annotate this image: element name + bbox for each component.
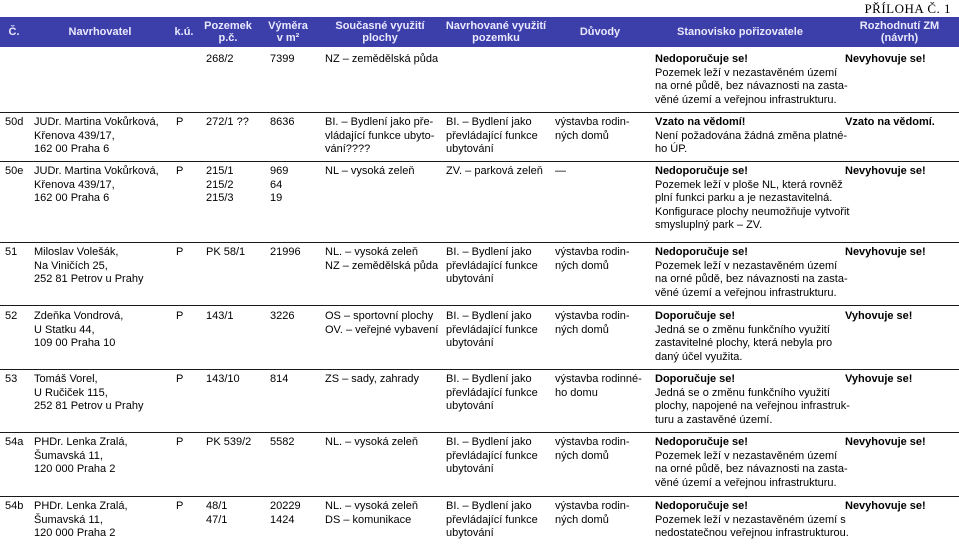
proposed-use	[446, 373, 538, 414]
proposed-use-line: BI. – Bydlení jako	[446, 436, 532, 448]
col-header-reasons: Důvody	[579, 26, 621, 38]
parcel-area-line: 21996	[270, 246, 301, 258]
reasons	[555, 436, 630, 463]
row-number: 54a	[5, 436, 24, 448]
applicant	[34, 500, 128, 541]
reasons	[555, 165, 566, 179]
current-use-line: NL. – vysoká zeleň	[325, 500, 418, 512]
parcel-number-line: 272/1 ??	[206, 116, 249, 128]
parcel-number	[206, 373, 240, 387]
proposed-use	[446, 500, 538, 541]
current-use	[325, 53, 438, 67]
row-divider	[0, 305, 959, 306]
parcel-area	[270, 500, 301, 527]
applicant-line: U Statku 44,	[34, 323, 95, 336]
proposed-use	[446, 165, 543, 179]
opinion	[655, 310, 832, 364]
proposed-use-line: BI. – Bydlení jako	[446, 246, 532, 258]
applicant-line: 162 00 Praha 6	[34, 143, 110, 156]
opinion-text-line: věné území a veřejnou infrastrukturu.	[655, 286, 837, 299]
current-use-line: NZ – zemědělská půda	[325, 259, 439, 272]
proposed-use	[446, 246, 538, 287]
row-number: 50e	[5, 165, 24, 177]
opinion-verdict: Nedoporučuje se!	[655, 436, 748, 448]
proposed-use-line: převládající funkce	[446, 129, 538, 142]
reasons-line: výstavba rodin-	[555, 116, 630, 128]
parcel-number	[206, 310, 234, 324]
decision: Nevyhovuje se!	[845, 165, 926, 177]
applicant-line: Křenova 439/17,	[34, 129, 115, 142]
parcel-number-line: PK 539/2	[206, 436, 252, 448]
opinion	[655, 436, 848, 490]
annex-title: PŘÍLOHA Č. 1	[864, 1, 951, 16]
applicant	[34, 373, 143, 414]
parcel-number	[206, 165, 234, 206]
applicant-line: 162 00 Praha 6	[34, 192, 110, 205]
reasons-line: ných domů	[555, 513, 609, 526]
parcel-area-line: 19	[270, 192, 283, 205]
applicant-line: 109 00 Praha 10	[34, 337, 116, 350]
cadastral-area: P	[176, 500, 184, 512]
opinion	[655, 373, 850, 427]
parcel-area-line: 64	[270, 178, 283, 191]
proposed-use-line: převládající funkce	[446, 323, 538, 336]
current-use-line: BI. – Bydlení jako pře-	[325, 116, 434, 128]
parcel-area	[270, 373, 288, 387]
opinion-text-line: plochy, napojené na veřejnou infrastruk-	[655, 400, 850, 413]
applicant	[34, 116, 159, 157]
applicant-line: Šumavská 11,	[34, 449, 103, 462]
parcel-number	[206, 246, 245, 260]
cadastral-area: P	[176, 373, 184, 385]
row-number: 52	[5, 310, 18, 322]
applicant-line: Tomáš Vorel,	[34, 373, 98, 385]
applicant	[34, 165, 159, 206]
opinion-text-line: Jedná se o změnu funkčního využití	[655, 323, 830, 336]
current-use	[325, 165, 414, 179]
parcel-area-line: 5582	[270, 436, 295, 448]
proposed-use-line: převládající funkce	[446, 386, 538, 399]
opinion-verdict: Vzato na vědomí!	[655, 116, 746, 128]
parcel-number-line: 215/2	[206, 178, 234, 191]
applicant	[34, 436, 128, 477]
current-use-line: NZ – zemědělská půda	[325, 53, 439, 65]
row-divider	[0, 369, 959, 370]
opinion-text-line: turu a zastavěné území.	[655, 413, 773, 426]
reasons	[555, 116, 630, 143]
decision: Nevyhovuje se!	[845, 53, 926, 65]
applicant-line: JUDr. Martina Vokůrková,	[34, 165, 159, 177]
row-divider	[0, 496, 959, 497]
opinion-verdict: Nedoporučuje se!	[655, 500, 748, 512]
proposed-use	[446, 116, 538, 157]
parcel-area	[270, 53, 294, 67]
current-use-line: OS – sportovní plochy	[325, 310, 434, 322]
col-header-opinion: Stanovisko pořizovatele	[677, 26, 803, 38]
row-divider	[0, 161, 959, 162]
opinion-text-line: věné území a veřejnou infrastrukturu.	[655, 93, 837, 106]
cadastral-area: P	[176, 116, 184, 128]
decision: Vzato na vědomí.	[845, 116, 935, 128]
row-number: 53	[5, 373, 18, 385]
opinion-verdict: Doporučuje se!	[655, 310, 736, 322]
current-use-line: vání????	[325, 143, 371, 156]
proposed-use-line: ubytování	[446, 143, 494, 156]
opinion-text-line: na orné půdě, bez návaznosti na zasta-	[655, 80, 848, 93]
current-use-line: DS – komunikace	[325, 513, 412, 526]
row-number: 51	[5, 246, 18, 258]
proposed-use-line: BI. – Bydlení jako	[446, 373, 532, 385]
opinion-text-line: Pozemek leží v nezastavěném území	[655, 449, 838, 462]
decision: Vyhovuje se!	[845, 373, 913, 385]
applicant-line: Na Viničích 25,	[34, 259, 108, 272]
parcel-number	[206, 436, 251, 450]
reasons-line: ných domů	[555, 129, 609, 142]
applicant-line: 252 81 Petrov u Prahy	[34, 400, 144, 413]
reasons-line: ných domů	[555, 323, 609, 336]
current-use-line: OV. – veřejné vybavení	[325, 323, 439, 336]
opinion-text-line: ho ÚP.	[655, 143, 688, 156]
row-number: 54b	[5, 500, 24, 512]
opinion-text-line: věné území a veřejnou infrastrukturu.	[655, 476, 837, 489]
current-use	[325, 500, 418, 527]
applicant-line: PHDr. Lenka Zralá,	[34, 500, 128, 512]
opinion-text-line: Pozemek leží v nezastavěném území	[655, 66, 838, 79]
cadastral-area: P	[176, 246, 184, 258]
current-use	[325, 310, 438, 337]
reasons	[555, 373, 642, 400]
table-header	[0, 17, 959, 47]
current-use	[325, 436, 418, 450]
opinion-text-line: na orné půdě, bez návaznosti na zasta-	[655, 273, 848, 286]
row-divider	[0, 112, 959, 113]
parcel-number-line: 47/1	[206, 513, 228, 526]
parcel-number-line: 143/1	[206, 310, 234, 322]
applicant-line: U Ručiček 115,	[34, 386, 108, 399]
opinion-verdict: Nedoporučuje se!	[655, 165, 748, 177]
opinion-verdict: Nedoporučuje se!	[655, 246, 748, 258]
proposed-use-line: převládající funkce	[446, 259, 538, 272]
reasons-line: výstavba rodin-	[555, 310, 630, 322]
opinion-text-line: nedostatečnou veřejnou infrastrukturou.	[655, 527, 849, 540]
row-divider	[0, 242, 959, 243]
reasons	[555, 310, 630, 337]
proposed-use-line: ubytování	[446, 273, 494, 286]
parcel-number	[206, 500, 227, 527]
col-header-parcel: Pozemek p.č.	[204, 20, 252, 44]
parcel-number	[206, 53, 234, 67]
parcel-area	[270, 165, 288, 206]
parcel-area-line: 7399	[270, 53, 295, 65]
decision: Nevyhovuje se!	[845, 500, 926, 512]
opinion-text-line: Pozemek leží v nezastavěném území s	[655, 513, 846, 526]
opinion	[655, 116, 847, 157]
parcel-area-line: 20229	[270, 500, 301, 512]
reasons-line: ných domů	[555, 259, 609, 272]
proposed-use-line: BI. – Bydlení jako	[446, 500, 532, 512]
proposed-use	[446, 310, 538, 351]
reasons-line: ho domu	[555, 386, 598, 399]
opinion-text-line: Pozemek leží v ploše NL, která rovněž	[655, 178, 843, 191]
opinion-verdict: Nedoporučuje se!	[655, 53, 748, 65]
parcel-area-line: 1424	[270, 513, 295, 526]
opinion-text-line: smysluplný park – ZV.	[655, 219, 763, 232]
parcel-area-line: 814	[270, 373, 289, 385]
decision: Vyhovuje se!	[845, 310, 913, 322]
proposed-use	[446, 436, 538, 477]
opinion-text-line: daný účel využita.	[655, 350, 743, 363]
parcel-number-line: 215/1	[206, 165, 234, 177]
parcel-area	[270, 116, 294, 130]
reasons-line: —	[555, 165, 566, 177]
opinion-text-line: zastavitelné plochy, která nebyla pro	[655, 337, 833, 350]
proposed-use-line: ubytování	[446, 337, 494, 350]
opinion	[655, 53, 848, 107]
col-header-current-use: Současné využití plochy	[335, 20, 425, 44]
applicant-line: Šumavská 11,	[34, 513, 103, 526]
current-use	[325, 116, 434, 157]
col-header-proposed-use: Navrhované využití pozemku	[445, 20, 547, 44]
reasons-line: výstavba rodinné-	[555, 373, 642, 385]
applicant-line: 120 000 Praha 2	[34, 527, 116, 540]
proposed-use-line: BI. – Bydlení jako	[446, 310, 532, 322]
proposed-use-line: ubytování	[446, 400, 494, 413]
reasons	[555, 246, 630, 273]
row-divider	[0, 432, 959, 433]
reasons-line: ných domů	[555, 449, 609, 462]
current-use-line: vládající funkce ubyto-	[325, 129, 435, 142]
reasons-line: výstavba rodin-	[555, 246, 630, 258]
col-header-applicant: Navrhovatel	[68, 26, 132, 38]
applicant-line: JUDr. Martina Vokůrková,	[34, 116, 159, 128]
opinion-verdict: Doporučuje se!	[655, 373, 736, 385]
current-use	[325, 373, 419, 387]
col-header-cadastral-area: k.ú.	[174, 26, 194, 38]
parcel-number-line: PK 58/1	[206, 246, 246, 258]
cadastral-area: P	[176, 165, 184, 177]
proposed-use-line: BI. – Bydlení jako	[446, 116, 532, 128]
opinion	[655, 500, 849, 541]
applicant-line: Miloslav Volešák,	[34, 246, 119, 258]
opinion	[655, 165, 849, 233]
reasons-line: výstavba rodin-	[555, 500, 630, 512]
parcel-number-line: 215/3	[206, 192, 234, 205]
decision: Nevyhovuje se!	[845, 436, 926, 448]
cadastral-area: P	[176, 436, 184, 448]
col-header-number: Č.	[8, 26, 20, 38]
cadastral-area: P	[176, 310, 184, 322]
parcel-number-line: 268/2	[206, 53, 234, 65]
parcel-number	[206, 116, 249, 130]
decision: Nevyhovuje se!	[845, 246, 926, 258]
applicant	[34, 246, 143, 287]
applicant-line: Zdeňka Vondrová,	[34, 310, 124, 322]
opinion	[655, 246, 848, 300]
proposed-use-line: ubytování	[446, 527, 494, 540]
parcel-area-line: 3226	[270, 310, 295, 322]
opinion-text-line: Pozemek leží v nezastavěném území	[655, 259, 838, 272]
parcel-number-line: 143/10	[206, 373, 240, 385]
current-use-line: ZS – sady, zahrady	[325, 373, 419, 385]
opinion-text-line: Konfigurace plochy neumožňuje vytvořit	[655, 205, 850, 218]
parcel-number-line: 48/1	[206, 500, 228, 512]
parcel-area-line: 969	[270, 165, 289, 177]
col-header-area: Výměra v m²	[268, 20, 308, 44]
applicant	[34, 310, 123, 351]
current-use-line: NL. – vysoká zeleň	[325, 436, 418, 448]
parcel-area	[270, 436, 294, 450]
applicant-line: 120 000 Praha 2	[34, 463, 116, 476]
opinion-text-line: Není požadována žádná změna platné-	[655, 129, 848, 142]
reasons-line: výstavba rodin-	[555, 436, 630, 448]
proposed-use-line: převládající funkce	[446, 513, 538, 526]
current-use-line: NL – vysoká zeleň	[325, 165, 415, 177]
opinion-text-line: Jedná se o změnu funkčního využití	[655, 386, 830, 399]
col-header-decision: Rozhodnutí ZM (návrh)	[859, 20, 940, 44]
current-use-line: NL. – vysoká zeleň	[325, 246, 418, 258]
proposed-use-line: ZV. – parková zeleň	[446, 165, 543, 177]
parcel-area	[270, 246, 301, 260]
applicant-line: 252 81 Petrov u Prahy	[34, 273, 144, 286]
proposed-use-line: převládající funkce	[446, 449, 538, 462]
parcel-area-line: 8636	[270, 116, 295, 128]
reasons	[555, 500, 630, 527]
current-use	[325, 246, 438, 273]
proposed-use-line: ubytování	[446, 463, 494, 476]
parcel-area	[270, 310, 294, 324]
opinion-text-line: na orné půdě, bez návaznosti na zasta-	[655, 463, 848, 476]
row-number: 50d	[5, 116, 24, 128]
applicant-line: PHDr. Lenka Zralá,	[34, 436, 128, 448]
applicant-line: Křenova 439/17,	[34, 178, 115, 191]
opinion-text-line: plní funkci parku a je nezastavitelná.	[655, 192, 833, 205]
